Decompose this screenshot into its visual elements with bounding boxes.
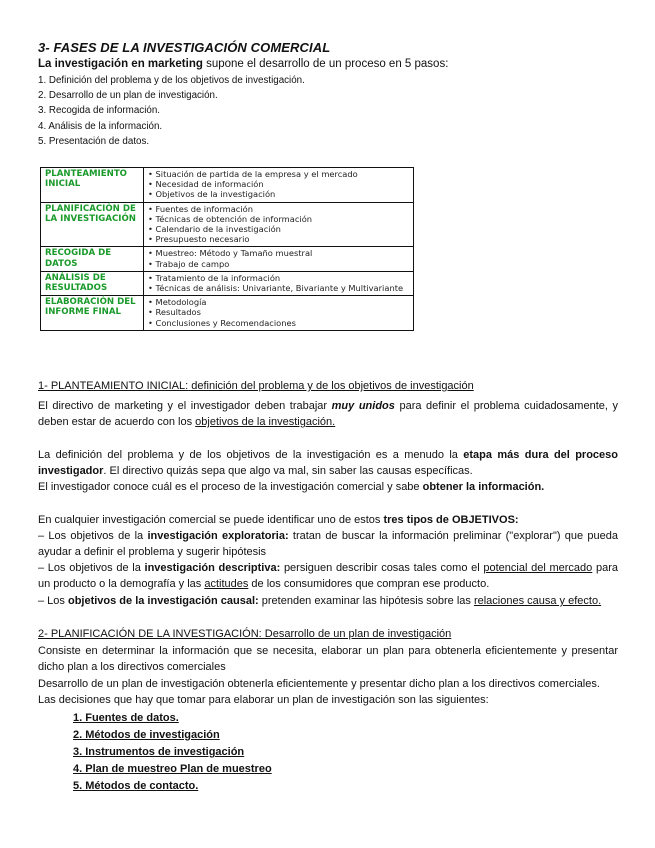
text-run-bold: etapa más dura del proceso investigador (38, 449, 618, 477)
phase-item: • Técnicas de obtención de información (148, 213, 313, 224)
step-item: 3. Recogida de información. (38, 105, 160, 117)
text-run: . El directivo quizás sepa que algo va mal, sin saber las causas específicas. (103, 465, 473, 477)
phase-item: • Conclusiones y Recomendaciones (148, 317, 296, 328)
text-run-bold: investigación descriptiva: (144, 562, 281, 574)
text-run: de los consumidores que compran ese producto. (248, 578, 490, 590)
part1-heading-a: 1- PLANTEAMIENTO INICIAL: (38, 380, 189, 392)
text-run: El investigador conoce cuál es el proceso de la investigación comercial y sabe (38, 481, 423, 493)
list-item: 4. Plan de muestreo Plan de muestreo (73, 763, 272, 775)
objective-descriptive (38, 560, 618, 592)
text-run-bold: investigación exploratoria: (147, 530, 289, 542)
list-item: 2. Métodos de investigación (73, 729, 220, 741)
decisions-list (73, 710, 272, 795)
phase-items (144, 168, 414, 203)
text-run: persiguen describir cosas tales como el (280, 562, 484, 574)
phase-items (144, 247, 414, 271)
list-item: 5. Métodos de contacto. (73, 780, 199, 792)
table-row (41, 202, 414, 247)
text-run-underlined: relaciones causa y efecto. (473, 595, 602, 607)
text-run: El directivo de marketing y el investigador deben trabajar (38, 400, 332, 412)
phase-items (144, 202, 414, 247)
phase-item: • Calendario de la investigación (148, 224, 281, 235)
text-run-bold: tres tipos de OBJETIVOS: (383, 514, 519, 526)
text-run: – Los (38, 595, 68, 607)
part1-paragraph-3 (38, 479, 618, 495)
text-run-bold: objetivos de la investigación causal: (67, 595, 259, 607)
phase-item: • Presupuesto necesario (148, 234, 250, 245)
text-run-bold: muy unidos (331, 400, 395, 412)
text-run-underlined: potencial del mercado (483, 562, 593, 574)
list-item: 3. Instrumentos de investigación (73, 746, 245, 758)
part1-heading-b: definición del problema y de los objetivos de investigación (188, 380, 474, 392)
part2-paragraph-3: Las decisiones que hay que tomar para elaborar un plan de investigación son las siguientes: (38, 694, 489, 706)
text-run-underlined: actitudes (204, 578, 249, 590)
phase-item: • Técnicas de análisis: Univariante, Bivariante y Multivariante (148, 283, 404, 294)
phase-name: PLANTEAMIENTO INICIAL (41, 168, 144, 203)
section-title: 3- FASES DE LA INVESTIGACIÓN COMERCIAL (38, 40, 331, 55)
table-row (41, 168, 414, 203)
steps-list (38, 73, 305, 149)
phase-item: • Tratamiento de la información (148, 272, 281, 283)
phase-name: RECOGIDA DE DATOS (41, 247, 144, 271)
phase-item: • Objetivos de la investigación (148, 189, 276, 200)
step-item: 5. Presentación de datos. (38, 135, 150, 147)
phase-items (144, 271, 414, 295)
text-run: La definición del problema y de los objetivos de la investigación es a menudo la (38, 449, 464, 461)
phase-item: • Muestreo: Método y Tamaño muestral (148, 248, 313, 259)
phase-item: • Fuentes de información (148, 203, 253, 214)
text-run: pretenden examinar las hipótesis sobre las (258, 595, 474, 607)
phases-table (40, 167, 414, 331)
objective-causal (38, 593, 618, 609)
phase-item: • Situación de partida de la empresa y el mercado (148, 169, 358, 179)
part2-paragraph-2: Desarrollo de un plan de investigación obtenerla eficientemente y presentar dicho plan a los directivos comerciales. (38, 678, 600, 690)
part1-paragraph-2 (38, 447, 618, 479)
phase-name: ANÁLISIS DE RESULTADOS (41, 271, 144, 295)
intro-text (38, 58, 448, 70)
table-row (41, 271, 414, 295)
intro-rest: supone el desarrollo de un proceso en 5 pasos: (202, 58, 449, 70)
table-row (41, 247, 414, 271)
text-run: tratan de buscar la información preliminar ("explorar") que pueda ayudar a definir el problema y sugerir hipótesis (38, 530, 618, 558)
text-run-underlined: objetivos de la investigación. (195, 416, 336, 428)
part1-heading (38, 380, 474, 392)
phase-item: • Resultados (148, 307, 201, 318)
table-row (41, 296, 414, 331)
part2-paragraph-1: Consiste en determinar la información que se necesita, elaborar un plan para obtenerla eficientemente y presentar dicho plan a los directivos comerciales (38, 645, 618, 673)
intro-bold: La investigación en marketing (38, 58, 203, 70)
step-item: 2. Desarrollo de un plan de investigación. (38, 90, 218, 102)
phase-name: PLANIFICACIÓN DE LA INVESTIGACIÓN (41, 202, 144, 247)
text-run: En cualquier investigación comercial se puede identificar uno de estos (38, 514, 384, 526)
step-item: 1. Definición del problema y de los objetivos de investigación. (38, 75, 305, 86)
part1-paragraph-1 (38, 398, 618, 430)
phase-item: • Metodología (148, 297, 207, 308)
text-run: – Los objetivos de la (38, 562, 145, 574)
text-run: para definir el problema cuidadosamente, y deben estar de acuerdo con los (38, 400, 618, 428)
phase-items (144, 296, 414, 331)
objective-exploratory (38, 528, 618, 560)
part1-paragraph-4 (38, 512, 618, 528)
step-item: 4. Análisis de la información. (38, 120, 163, 132)
phase-name: ELABORACIÓN DEL INFORME FINAL (41, 296, 144, 331)
list-item: 1. Fuentes de datos. (73, 712, 179, 724)
part2-heading: 2- PLANIFICACIÓN DE LA INVESTIGACIÓN: Desarrollo de un plan de investigación (38, 628, 452, 640)
text-run: – Los objetivos de la (38, 530, 148, 542)
phase-item: • Necesidad de información (148, 179, 264, 190)
phase-item: • Trabajo de campo (148, 258, 230, 269)
text-run: para un producto o la demografía y las (38, 562, 618, 590)
text-run-bold: obtener la información. (422, 481, 545, 493)
